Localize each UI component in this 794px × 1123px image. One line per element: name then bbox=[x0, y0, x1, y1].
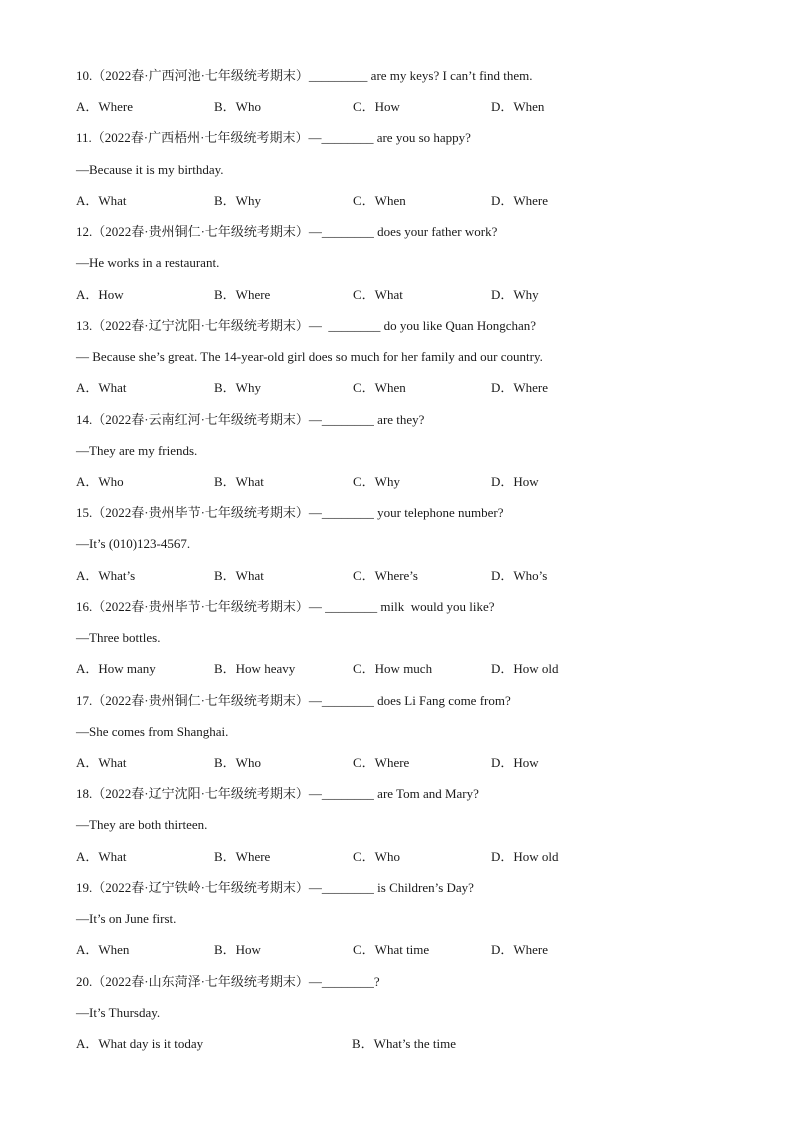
question-number: 10. bbox=[76, 68, 93, 83]
option-b[interactable]: B．How heavy bbox=[214, 661, 296, 677]
options-10 bbox=[76, 95, 736, 126]
answer-line: —It’s Thursday. bbox=[76, 1004, 161, 1020]
question-16 bbox=[76, 595, 736, 626]
question-number: 13. bbox=[76, 317, 93, 333]
question-source: （2022春·辽宁沈阳·七年级统考期末） bbox=[92, 786, 309, 802]
options-13 bbox=[76, 376, 736, 407]
question-number: 20. bbox=[76, 973, 93, 989]
option-b[interactable]: B．Why bbox=[214, 192, 261, 208]
question-stem: —________ are they? bbox=[308, 411, 425, 427]
option-b[interactable]: B．What bbox=[214, 567, 264, 583]
option-c[interactable]: C．Where’s bbox=[353, 567, 418, 583]
question-sheet bbox=[76, 64, 736, 1063]
question-number: 12. bbox=[76, 224, 93, 240]
option-c[interactable]: C．When bbox=[353, 192, 406, 208]
answer-line: —They are my friends. bbox=[76, 442, 198, 458]
options-20 bbox=[76, 1032, 736, 1063]
option-d[interactable]: D．When bbox=[491, 99, 545, 115]
option-a[interactable]: A．What bbox=[76, 380, 127, 396]
option-a[interactable]: A．Who bbox=[76, 473, 124, 489]
option-a[interactable]: A．What’s bbox=[76, 567, 136, 583]
question-17 bbox=[76, 689, 736, 720]
question-number: 11. bbox=[76, 130, 92, 146]
option-a[interactable]: A．When bbox=[76, 942, 130, 958]
option-c[interactable]: C．Why bbox=[353, 473, 400, 489]
option-a[interactable]: A．How bbox=[76, 286, 124, 302]
question-15 bbox=[76, 501, 736, 532]
question-source: （2022春·山东菏泽·七年级统考期末） bbox=[92, 973, 309, 989]
option-a[interactable]: A．What bbox=[76, 192, 127, 208]
question-stem: —________ does your father work? bbox=[308, 224, 498, 240]
option-c[interactable]: C．How bbox=[353, 99, 400, 115]
question-source: （2022春·云南红河·七年级统考期末） bbox=[92, 411, 309, 427]
option-a[interactable]: A．How many bbox=[76, 661, 156, 677]
question-14 bbox=[76, 408, 736, 439]
question-19 bbox=[76, 876, 736, 907]
question-number: 18. bbox=[76, 786, 93, 802]
option-c[interactable]: C．Who bbox=[353, 848, 400, 864]
question-number: 19. bbox=[76, 879, 93, 895]
option-d[interactable]: D．Where bbox=[491, 942, 549, 958]
question-20 bbox=[76, 970, 736, 1001]
option-b[interactable]: B．Who bbox=[214, 755, 261, 770]
question-source: （2022春·贵州毕节·七年级统考期末） bbox=[92, 505, 309, 521]
options-16 bbox=[76, 657, 736, 688]
question-source: （2022春·辽宁沈阳·七年级统考期末） bbox=[92, 317, 309, 333]
options-15 bbox=[76, 564, 736, 595]
option-b[interactable]: B．Where bbox=[214, 286, 271, 302]
option-d[interactable]: D．How bbox=[491, 755, 539, 770]
option-b[interactable]: B．What bbox=[214, 473, 264, 489]
question-stem: —________ is Children’s Day? bbox=[308, 879, 474, 895]
answer-line: —They are both thirteen. bbox=[76, 817, 208, 833]
option-c[interactable]: C．How much bbox=[353, 661, 433, 677]
question-stem: —________? bbox=[308, 973, 380, 989]
option-c[interactable]: C．When bbox=[353, 380, 406, 396]
option-d[interactable]: D．How old bbox=[491, 661, 559, 677]
option-c[interactable]: C．What bbox=[353, 286, 403, 302]
options-19 bbox=[76, 938, 736, 969]
question-number: 14. bbox=[76, 411, 93, 427]
question-11 bbox=[76, 126, 736, 157]
option-d[interactable]: D．Why bbox=[491, 286, 539, 302]
option-a[interactable]: A．What bbox=[76, 755, 127, 770]
option-a[interactable]: A．Where bbox=[76, 99, 134, 115]
question-source: （2022春·贵州铜仁·七年级统考期末） bbox=[92, 224, 309, 240]
question-stem: —________ are you so happy? bbox=[308, 130, 471, 146]
option-b[interactable]: B．Who bbox=[214, 99, 261, 115]
answer-line: —It’s (010)123-4567. bbox=[76, 536, 191, 552]
question-source: （2022春·广西梧州·七年级统考期末） bbox=[91, 130, 309, 146]
question-source: （2022春·贵州铜仁·七年级统考期末） bbox=[92, 692, 309, 708]
option-b[interactable]: B．Where bbox=[214, 848, 271, 864]
option-b[interactable]: B．What’s the time bbox=[352, 1036, 456, 1052]
options-12 bbox=[76, 283, 736, 314]
options-11 bbox=[76, 189, 736, 220]
question-source: （2022春·辽宁铁岭·七年级统考期末） bbox=[92, 879, 309, 895]
options-14 bbox=[76, 470, 736, 501]
answer-line: —He works in a restaurant. bbox=[76, 255, 220, 271]
question-number: 17. bbox=[76, 692, 93, 708]
options-18 bbox=[76, 845, 736, 876]
option-c[interactable]: C．Where bbox=[353, 755, 410, 770]
question-13 bbox=[76, 314, 736, 345]
option-d[interactable]: D．Where bbox=[491, 192, 549, 208]
option-d[interactable]: D．How bbox=[491, 473, 539, 489]
question-number: 15. bbox=[76, 505, 93, 521]
question-stem: —________ your telephone number? bbox=[308, 505, 504, 521]
question-stem: —________ does Li Fang come from? bbox=[308, 692, 511, 708]
question-12 bbox=[76, 220, 736, 251]
question-stem: — ________ do you like Quan Hongchan? bbox=[308, 317, 537, 333]
question-source: （2022春·贵州毕节·七年级统考期末） bbox=[92, 598, 309, 614]
question-source: （2022春·广西河池·七年级统考期末） bbox=[92, 68, 309, 83]
option-b[interactable]: B．How bbox=[214, 942, 261, 958]
option-a[interactable]: A．What day is it today bbox=[76, 1036, 204, 1052]
option-d[interactable]: D．Who’s bbox=[491, 567, 548, 583]
option-b[interactable]: B．Why bbox=[214, 380, 261, 396]
answer-line: —It’s on June first. bbox=[76, 911, 177, 927]
options-17 bbox=[76, 751, 736, 782]
answer-line: —Because it is my birthday. bbox=[76, 161, 224, 177]
question-10 bbox=[76, 64, 736, 95]
option-d[interactable]: D．Where bbox=[491, 380, 549, 396]
question-stem: —________ are Tom and Mary? bbox=[308, 786, 479, 802]
option-c[interactable]: C．What time bbox=[353, 942, 430, 958]
option-a[interactable]: A．What bbox=[76, 848, 127, 864]
option-d[interactable]: D．How old bbox=[491, 848, 559, 864]
question-18 bbox=[76, 782, 736, 813]
question-stem: _________ are my keys? I can’t find them. bbox=[308, 68, 533, 83]
answer-line: —Three bottles. bbox=[76, 630, 161, 646]
question-number: 16. bbox=[76, 598, 93, 614]
question-stem: — ________ milk would you like? bbox=[308, 598, 495, 614]
answer-line: —She comes from Shanghai. bbox=[76, 723, 229, 739]
answer-line: — Because she’s great. The 14-year-old girl does so much for her family and our country. bbox=[76, 349, 543, 365]
